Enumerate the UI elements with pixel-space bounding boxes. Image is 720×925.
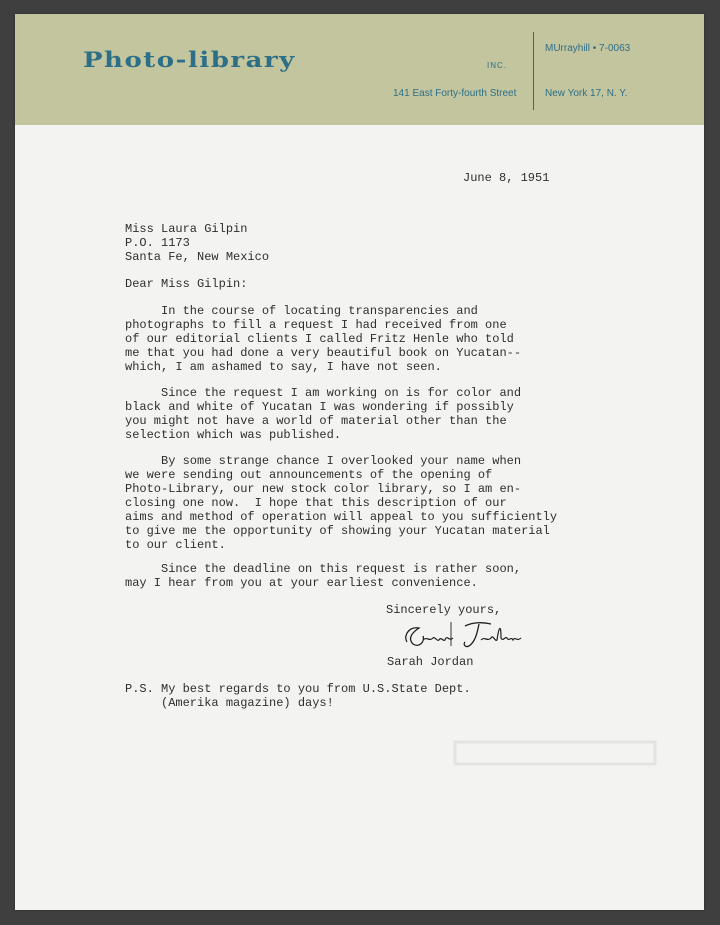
recipient-line: Miss Laura Gilpin	[125, 222, 248, 236]
letterhead-band	[15, 14, 704, 125]
street-address: 141 East Forty-fourth Street	[393, 88, 517, 99]
show-through-stamp-mark	[445, 734, 665, 774]
brand-inc: INC.	[487, 61, 507, 70]
letterhead-divider	[533, 32, 534, 110]
signer-name: Sarah Jordan	[387, 655, 474, 669]
phone-number: MUrrayhill • 7-0063	[545, 43, 631, 54]
brand-logo: Photo-library	[83, 48, 296, 73]
body-paragraph: By some strange chance I overlooked your name when we were sending out announcements of the opening of Photo-Library, our new stock color library, so I am en- closing one now. I hope that this description of our aims and method of operation will appeal to you sufficiently to give me the opportunity of showing your Yucatan material to our client.	[125, 454, 558, 552]
city-address: New York 17, N. Y.	[545, 88, 628, 99]
recipient-line: P.O. 1173	[125, 236, 190, 250]
body-paragraph: Since the request I am working on is for color and black and white of Yucatan I was wondering if possibly you might not have a world of material other than the selection which was published.	[125, 386, 522, 442]
recipient-line: Santa Fe, New Mexico	[125, 250, 270, 264]
letter-date: June 8, 1951	[463, 171, 550, 185]
handwritten-signature	[399, 612, 529, 654]
letter-page	[15, 14, 704, 910]
body-paragraph: Since the deadline on this request is rather soon, may I hear from you at your earliest convenience.	[125, 562, 522, 590]
postscript: P.S. My best regards to you from U.S.State Dept. (Amerika magazine) days!	[125, 682, 471, 710]
salutation: Dear Miss Gilpin:	[125, 277, 248, 291]
closing: Sincerely yours,	[386, 603, 502, 617]
recipient-address	[125, 222, 269, 264]
body-paragraph: In the course of locating transparencies and photographs to fill a request I had received from one of our editorial clients I called Fritz Henle who told me that you had done a very beautiful book on Yucatan-- which, I am ashamed to say, I have not seen.	[125, 304, 522, 374]
